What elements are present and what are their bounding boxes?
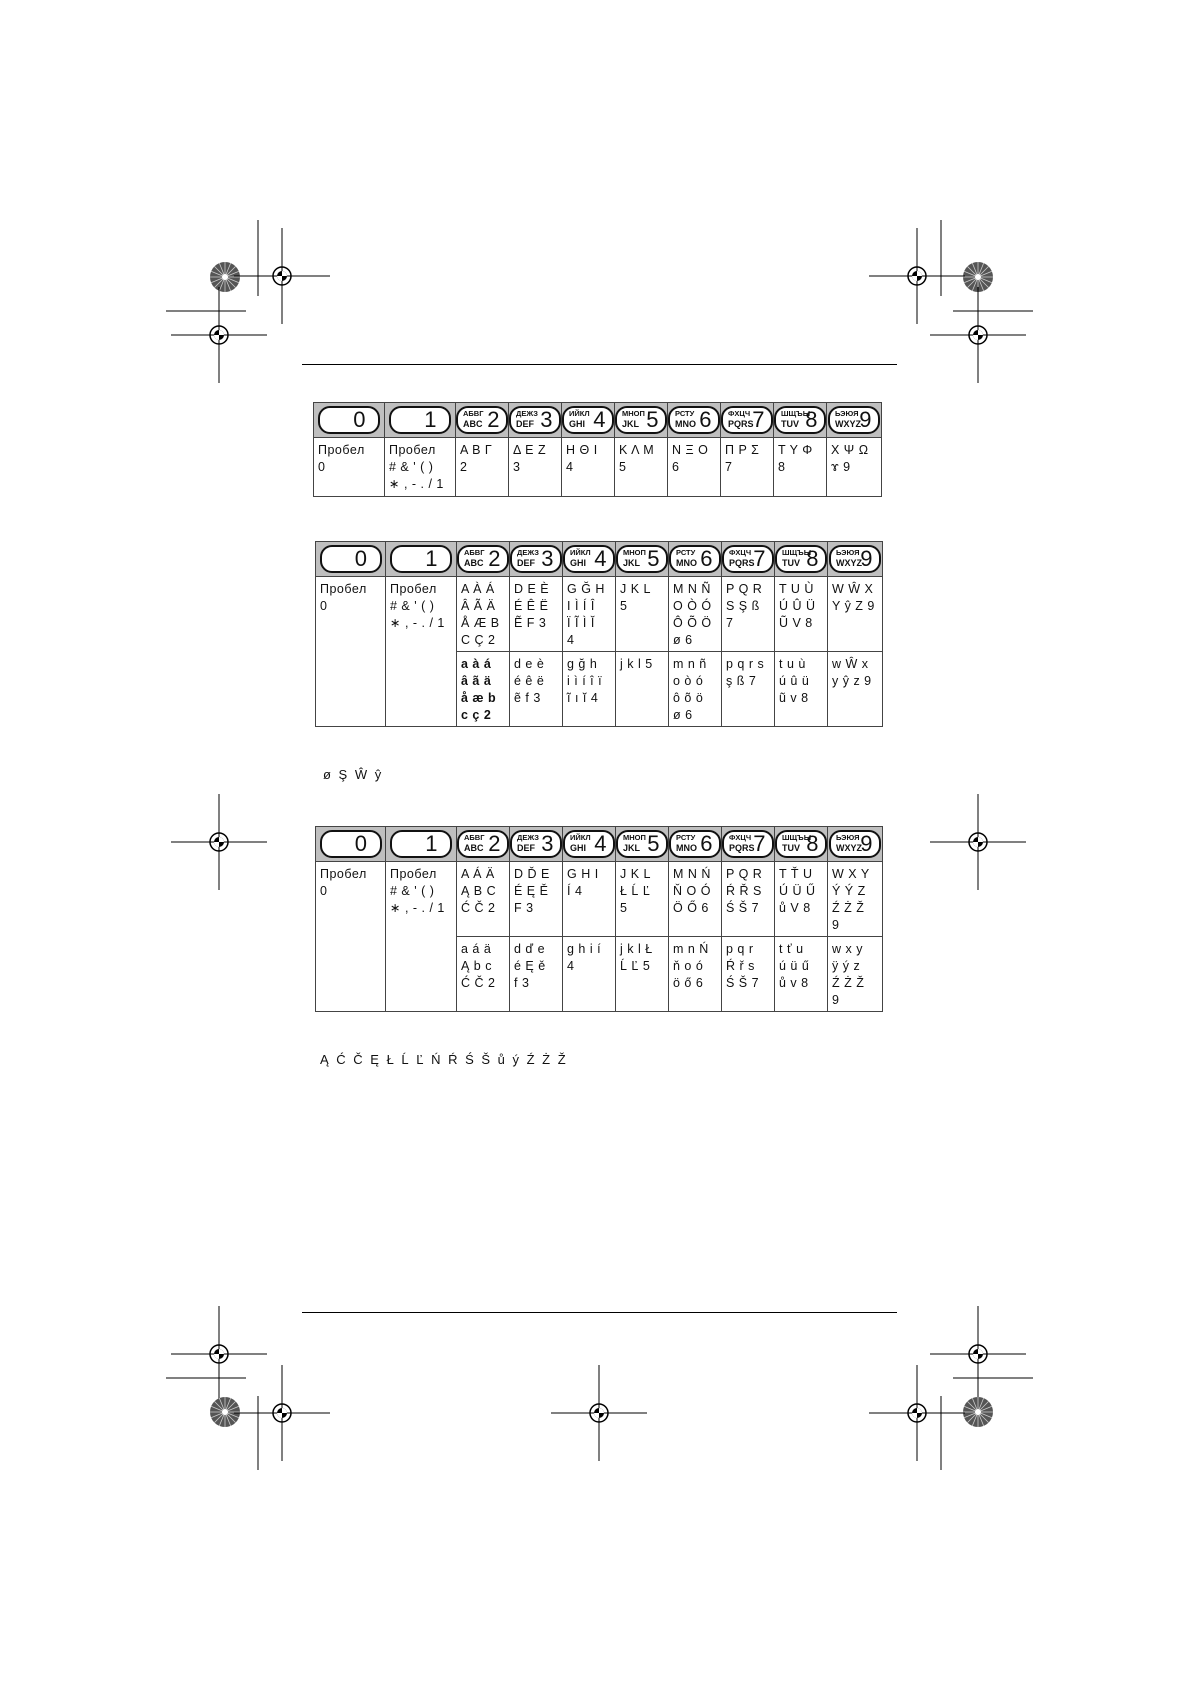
keypad-key-5-icon bbox=[616, 545, 668, 573]
character-cell: d e è é ê ë ẽ f 3 bbox=[510, 652, 563, 727]
key-number: 6 bbox=[700, 831, 713, 856]
key-latin-label: JKL bbox=[622, 419, 640, 429]
key-cyrillic-label: ЬЭЮЯ bbox=[835, 409, 859, 418]
key-table-central-european bbox=[315, 826, 883, 1012]
keypad-key-9-icon bbox=[829, 830, 881, 858]
key-number: 7 bbox=[752, 407, 765, 432]
keypad-key-0-icon bbox=[320, 545, 382, 573]
character-cell: w x y ÿ ý z Ź Ż Ž 9 bbox=[828, 937, 883, 1012]
key-0-header bbox=[316, 542, 386, 577]
character-cell: j k l 5 bbox=[616, 652, 669, 727]
key-number: 4 bbox=[594, 546, 607, 571]
keypad-key-6-icon bbox=[669, 830, 721, 858]
key-number: 2 bbox=[488, 831, 501, 856]
character-cell: J K L Ł Ĺ Ľ 5 bbox=[616, 862, 669, 937]
key-7-header bbox=[722, 542, 775, 577]
key-header-row bbox=[316, 827, 883, 862]
key-latin-label: MNO bbox=[676, 558, 697, 568]
key-2-header bbox=[457, 827, 510, 862]
key-3-header bbox=[510, 827, 563, 862]
key-cyrillic-label: АБВГ bbox=[464, 833, 485, 842]
keypad-key-9-icon bbox=[829, 545, 881, 573]
key-number: 6 bbox=[699, 407, 712, 432]
character-cell: Η Θ Ι 4 bbox=[562, 438, 615, 497]
key-cyrillic-label: ШЩЪЫ bbox=[782, 833, 812, 842]
character-cell: T Ť U Ú Ü Ű ů V 8 bbox=[775, 862, 828, 937]
keypad-key-2-icon bbox=[456, 406, 508, 434]
key-latin-label: MNO bbox=[675, 419, 696, 429]
key-cyrillic-label: ШЩЪЫ bbox=[781, 409, 811, 418]
key-cyrillic-label: АБВГ bbox=[463, 409, 484, 418]
key-7-header bbox=[722, 827, 775, 862]
key-2-header bbox=[456, 403, 509, 438]
key-3-header bbox=[510, 542, 563, 577]
key-number: 5 bbox=[647, 831, 660, 856]
character-cell: G H I Í 4 bbox=[563, 862, 616, 937]
key-number: 0 bbox=[354, 546, 368, 571]
key-number: 9 bbox=[859, 407, 872, 432]
key-9-header bbox=[828, 542, 883, 577]
character-cell: Χ Ψ Ω ɤ 9 bbox=[827, 438, 882, 497]
key-cyrillic-label: ИЙКЛ bbox=[570, 833, 591, 842]
keypad-key-7-icon bbox=[722, 830, 774, 858]
key-cyrillic-label: ШЩЪЫ bbox=[782, 548, 812, 557]
key-latin-label: GHI bbox=[569, 419, 586, 429]
key-cyrillic-label: ДЕЖЗ bbox=[517, 548, 539, 557]
character-cell: A À Á Â Ã Ä Å Æ B C Ç 2 bbox=[457, 577, 510, 652]
key-5-header bbox=[616, 542, 669, 577]
keypad-key-4-icon bbox=[563, 545, 615, 573]
character-cell: t u ù ú û ü ũ v 8 bbox=[775, 652, 828, 727]
key-cyrillic-label: ФХЦЧ bbox=[729, 833, 752, 842]
key-latin-label: DEF bbox=[517, 558, 535, 568]
key-number: 3 bbox=[541, 831, 554, 856]
key-number: 4 bbox=[594, 831, 607, 856]
key-cyrillic-label: ДЕЖЗ bbox=[516, 409, 538, 418]
keypad-key-2-icon bbox=[457, 545, 509, 573]
key-cyrillic-label: МНОП bbox=[623, 833, 646, 842]
key-cyrillic-label: ИЙКЛ bbox=[569, 409, 590, 418]
key-number: 6 bbox=[700, 546, 713, 571]
key-number: 9 bbox=[860, 831, 873, 856]
character-cell: m n ñ o ò ó ô õ ö ø 6 bbox=[669, 652, 722, 727]
key-3-header bbox=[509, 403, 562, 438]
keypad-key-5-icon bbox=[616, 830, 668, 858]
key-cyrillic-label: РСТУ bbox=[675, 409, 695, 418]
key-cyrillic-label: РСТУ bbox=[676, 548, 696, 557]
table-row bbox=[314, 438, 882, 497]
character-cell: d ď e é Ę ě f 3 bbox=[510, 937, 563, 1012]
key-4-header bbox=[563, 827, 616, 862]
character-cell: t ť u ú ü ű ů v 8 bbox=[775, 937, 828, 1012]
character-cell: Α Β Γ 2 bbox=[456, 438, 509, 497]
key-latin-label: WXYZ bbox=[835, 419, 861, 429]
keypad-key-3-icon bbox=[510, 545, 562, 573]
character-cell: Π Ρ Σ 7 bbox=[721, 438, 774, 497]
key-number: 2 bbox=[488, 546, 501, 571]
key-7-header bbox=[721, 403, 774, 438]
key-latin-label: JKL bbox=[623, 558, 641, 568]
keypad-key-4-icon bbox=[563, 830, 615, 858]
key-latin-label: DEF bbox=[517, 843, 535, 853]
key-number: 0 bbox=[354, 831, 368, 856]
keypad-key-4-icon bbox=[562, 406, 614, 434]
key-1-header bbox=[385, 403, 456, 438]
key-number: 4 bbox=[593, 407, 606, 432]
keypad-key-8-icon bbox=[774, 406, 826, 434]
character-cell: m n Ń ň o ó ö ő 6 bbox=[669, 937, 722, 1012]
keypad-key-8-icon bbox=[775, 830, 827, 858]
key-cyrillic-label: АБВГ bbox=[464, 548, 485, 557]
key-cyrillic-label: МНОП bbox=[623, 548, 646, 557]
key-latin-label: PQRS bbox=[729, 843, 755, 853]
character-cell: W X Y Ý Ý Z Ź Ż Ž 9 bbox=[828, 862, 883, 937]
key-cyrillic-label: РСТУ bbox=[676, 833, 696, 842]
keypad-key-1-icon bbox=[389, 406, 451, 434]
key-number: 8 bbox=[805, 407, 818, 432]
keypad-key-1-icon bbox=[390, 830, 452, 858]
key-number: 8 bbox=[806, 831, 819, 856]
character-cell: Пробел 0 bbox=[314, 438, 385, 497]
key-6-header bbox=[668, 403, 721, 438]
character-cell: A Á Ä Ą B C Ć Č 2 bbox=[457, 862, 510, 937]
keypad-key-2-icon bbox=[457, 830, 509, 858]
header-rule bbox=[302, 364, 897, 365]
key-9-header bbox=[828, 827, 883, 862]
keypad-key-0-icon bbox=[320, 830, 382, 858]
key-latin-label: TUV bbox=[782, 843, 800, 853]
character-cell: T U Ù Ú Û Ü Ũ V 8 bbox=[775, 577, 828, 652]
keypad-key-1-icon bbox=[390, 545, 452, 573]
character-cell: a à á â ã ä å æ b c ç 2 bbox=[457, 652, 510, 727]
keypad-key-5-icon bbox=[615, 406, 667, 434]
key-8-header bbox=[775, 827, 828, 862]
key-cyrillic-label: ФХЦЧ bbox=[728, 409, 751, 418]
key-6-header bbox=[669, 542, 722, 577]
key-1-header bbox=[386, 542, 457, 577]
key-latin-label: MNO bbox=[676, 843, 697, 853]
key-number: 7 bbox=[753, 546, 766, 571]
character-cell: Δ Ε Ζ 3 bbox=[509, 438, 562, 497]
key-number: 3 bbox=[541, 546, 554, 571]
key-8-header bbox=[774, 403, 827, 438]
key-number: 3 bbox=[540, 407, 553, 432]
keypad-key-6-icon bbox=[669, 545, 721, 573]
key-6-header bbox=[669, 827, 722, 862]
key-8-header bbox=[775, 542, 828, 577]
key-0-header bbox=[314, 403, 385, 438]
key-number: 5 bbox=[647, 546, 660, 571]
character-cell: a á ä Ą b c Ć Č 2 bbox=[457, 937, 510, 1012]
character-cell: W Ŵ X Y ŷ Z 9 bbox=[828, 577, 883, 652]
table-row-upper bbox=[316, 577, 883, 652]
key-number: 0 bbox=[353, 407, 366, 432]
key-cyrillic-label: ДЕЖЗ bbox=[517, 833, 539, 842]
keypad-key-3-icon bbox=[510, 830, 562, 858]
key-cyrillic-label: МНОП bbox=[622, 409, 645, 418]
key-4-header bbox=[562, 403, 615, 438]
key-5-header bbox=[615, 403, 668, 438]
key-latin-label: WXYZ bbox=[836, 558, 862, 568]
character-cell: w Ŵ x y ŷ z 9 bbox=[828, 652, 883, 727]
character-cell: Пробел 0 bbox=[316, 577, 386, 727]
character-cell: D E È É Ê Ë Ẽ F 3 bbox=[510, 577, 563, 652]
keypad-key-9-icon bbox=[828, 406, 880, 434]
character-cell: Пробел # & ' ( ) ∗ , - . / 1 bbox=[386, 577, 457, 727]
key-latin-label: TUV bbox=[781, 419, 799, 429]
extra-characters-note: ø Ş Ŵ ŷ bbox=[323, 767, 384, 782]
keypad-key-7-icon bbox=[722, 545, 774, 573]
key-cyrillic-label: ЬЭЮЯ bbox=[836, 833, 860, 842]
key-number: 8 bbox=[806, 546, 819, 571]
key-latin-label: DEF bbox=[516, 419, 534, 429]
character-cell: g h i í 4 bbox=[563, 937, 616, 1012]
key-4-header bbox=[563, 542, 616, 577]
character-cell: P Q R Ŕ Ř S Ś Š 7 bbox=[722, 862, 775, 937]
keypad-key-6-icon bbox=[668, 406, 720, 434]
table-row-upper bbox=[316, 862, 883, 937]
key-number: 9 bbox=[860, 546, 873, 571]
key-latin-label: TUV bbox=[782, 558, 800, 568]
keypad-key-8-icon bbox=[775, 545, 827, 573]
character-cell: Пробел # & ' ( ) ∗ , - . / 1 bbox=[385, 438, 456, 497]
key-1-header bbox=[386, 827, 457, 862]
key-latin-label: ABC bbox=[464, 843, 484, 853]
character-cell: p q r Ŕ ř s Ś Š 7 bbox=[722, 937, 775, 1012]
key-latin-label: ABC bbox=[463, 419, 483, 429]
key-header-row bbox=[314, 403, 882, 438]
key-number: 7 bbox=[753, 831, 766, 856]
key-number: 5 bbox=[646, 407, 659, 432]
character-cell: D Ď E É Ę Ě F 3 bbox=[510, 862, 563, 937]
character-cell: M N Ñ O Ò Ó Ô Õ Ö ø 6 bbox=[669, 577, 722, 652]
key-cyrillic-label: ЬЭЮЯ bbox=[836, 548, 860, 557]
key-latin-label: GHI bbox=[570, 558, 587, 568]
character-cell: j k l Ł Ĺ Ľ 5 bbox=[616, 937, 669, 1012]
key-5-header bbox=[616, 827, 669, 862]
key-latin-label: PQRS bbox=[728, 419, 754, 429]
key-latin-label: PQRS bbox=[729, 558, 755, 568]
key-cyrillic-label: ФХЦЧ bbox=[729, 548, 752, 557]
character-cell: P Q R S Ş ß 7 bbox=[722, 577, 775, 652]
key-number: 1 bbox=[425, 546, 438, 571]
character-cell: Пробел # & ' ( ) ∗ , - . / 1 bbox=[386, 862, 457, 1012]
key-2-header bbox=[457, 542, 510, 577]
key-number: 1 bbox=[425, 831, 438, 856]
character-cell: Пробел 0 bbox=[316, 862, 386, 1012]
key-latin-label: JKL bbox=[623, 843, 641, 853]
character-cell: Κ Λ Μ 5 bbox=[615, 438, 668, 497]
key-number: 2 bbox=[487, 407, 500, 432]
key-latin-label: WXYZ bbox=[836, 843, 862, 853]
key-9-header bbox=[827, 403, 882, 438]
character-cell: G Ğ H I Ì Í Î Ï Ĩ Ì Ĭ 4 bbox=[563, 577, 616, 652]
character-cell: M N Ń Ň O Ó Ö Ő 6 bbox=[669, 862, 722, 937]
keypad-key-3-icon bbox=[509, 406, 561, 434]
character-cell: p q r s ş ß 7 bbox=[722, 652, 775, 727]
key-table-greek bbox=[313, 402, 882, 497]
key-number: 1 bbox=[424, 407, 437, 432]
keypad-key-7-icon bbox=[721, 406, 773, 434]
keypad-key-0-icon bbox=[318, 406, 380, 434]
extra-characters-note: Ą Ć Č Ę Ł Ĺ Ľ Ń Ŕ Ś Š ů ý Ź Ż Ž bbox=[320, 1052, 568, 1067]
character-cell: J K L 5 bbox=[616, 577, 669, 652]
key-0-header bbox=[316, 827, 386, 862]
character-cell: Τ Υ Φ 8 bbox=[774, 438, 827, 497]
key-header-row bbox=[316, 542, 883, 577]
key-latin-label: GHI bbox=[570, 843, 587, 853]
key-latin-label: ABC bbox=[464, 558, 484, 568]
footer-rule bbox=[302, 1312, 897, 1313]
key-table-turkish bbox=[315, 541, 883, 727]
character-cell: Ν Ξ Ο 6 bbox=[668, 438, 721, 497]
key-cyrillic-label: ИЙКЛ bbox=[570, 548, 591, 557]
character-cell: g ğ h i ì í î ï ĩ ı ĭ 4 bbox=[563, 652, 616, 727]
